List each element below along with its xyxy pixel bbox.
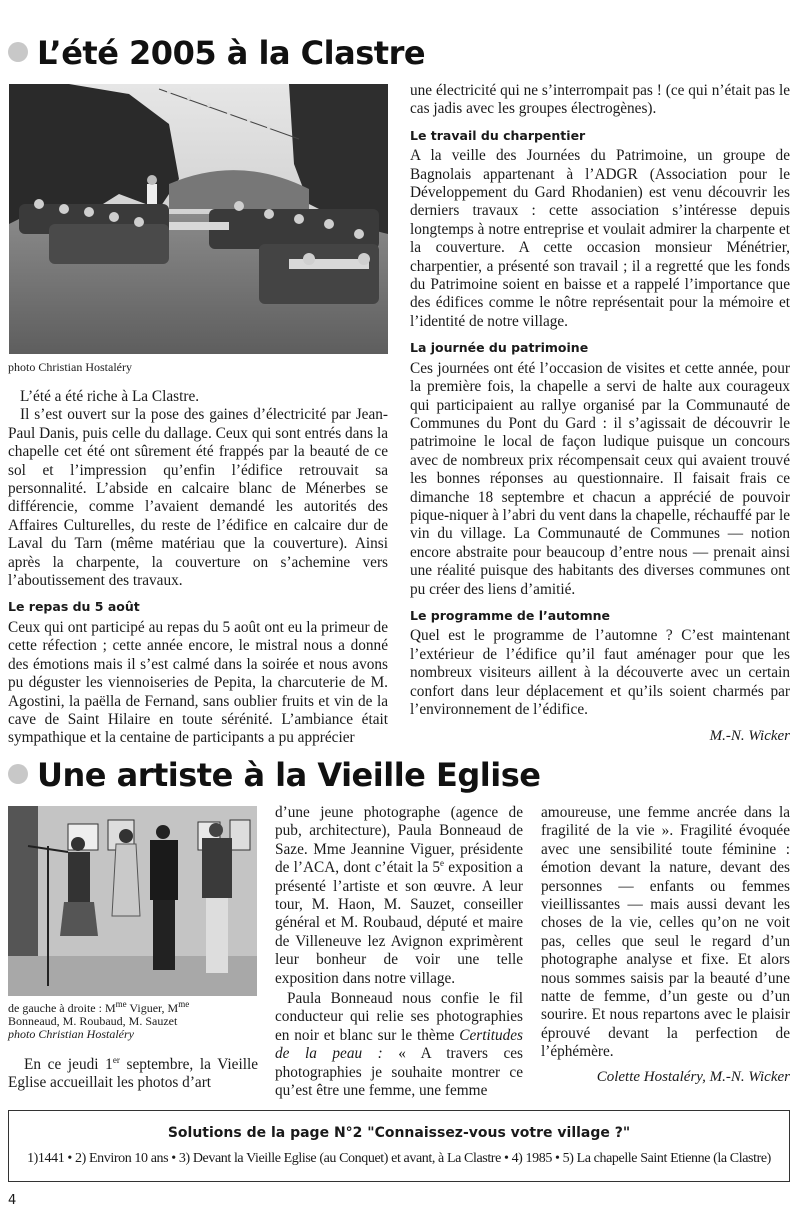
caption-text-2: Viguer, M	[126, 1001, 179, 1015]
col2-p2-b: « A travers ces photographies je souhaite montrer ce qu’est être une femme, une femme	[275, 1045, 523, 1100]
article2-title: Une artiste à la Vieille Eglise	[37, 756, 541, 794]
article2-signature: Colette Hostaléry, M.-N. Wicker	[596, 1068, 790, 1085]
dinner-photo	[9, 84, 388, 354]
article1-heading	[8, 34, 425, 72]
section-patrimoine-title: La journée du patrimoine	[410, 340, 589, 356]
col1-text-a: En ce jeudi 1	[24, 1056, 113, 1073]
caption-sup-1: me	[115, 999, 127, 1009]
section-automne-text: Quel est le programme de l’automne ? C’est maintenant l’extérieur de l’édifice qu’il faut aménager pour que les nombreux visiteurs aillent à la découverte avec un certain confort dans leur déplacement et qu’ils soient charmés par l’environnement de l’édifice.	[410, 627, 790, 718]
col2-p2-a: Paula Bonneaud nous confie le fil conducteur qui relie ses photographies en noir et blanc sur le thème	[275, 990, 523, 1044]
article1-intro-p1: L’été a été riche à La Clastre.	[20, 388, 200, 405]
col1-sup: er	[112, 1054, 120, 1065]
exhibition-photo	[8, 806, 257, 996]
article1-signature: M.-N. Wicker	[709, 728, 790, 745]
solutions-text: 1)1441 • 2) Environ 10 ans • 3) Devant la Vieille Eglise (au Conquet) et avant, à La Clastre • 4) 1985 • 5) La chapelle Saint Etienne (la Clastre)	[27, 1151, 771, 1166]
col2-p2-italic: Certitudes de la peau :	[275, 1026, 523, 1063]
col2-p1-b: exposition a présenté l’artiste et son œuvre. A leur tour, M. Haon, M. Sauzet, conseiller général et M. Roubaud, député et maire de Villeneuve lez Avignon exprimèrent leur bonheur de voir une telle exposition dans notre village.	[275, 859, 523, 987]
col2-sup: e	[440, 858, 445, 869]
bullet-circle-icon	[8, 42, 28, 62]
article1-col2	[410, 82, 790, 746]
article1-title: L’été 2005 à la Clastre	[37, 34, 426, 72]
page-number: 4	[8, 1193, 17, 1208]
solutions-box	[8, 1110, 790, 1182]
caption-sup-2: me	[178, 999, 190, 1009]
article2-col3	[541, 804, 790, 1086]
section-automne-title: Le programme de l’automne	[410, 607, 611, 623]
solutions-title: Solutions de la page N°2 "Connaissez-vous votre village ?"	[167, 1125, 631, 1141]
article1-col1	[8, 388, 388, 748]
article2-caption	[8, 999, 263, 1041]
section-charpentier-text: A la veille des Journées du Patrimoine, un groupe de Bagnolais appartenant à l’ADGR (Association pour le Développement du Gard Rhodanien) est venu découvrir les derniers travaux : cette association s’intéresse depuis longtemps à notre entreprise et voulait admirer la charpente et la couverture. A cette occasion monsieur Ménétrier, charpentier, a présenté son travail ; il a regretté que les fonds du Patrimoine soient en baisse et a rappelé l’importance que des édifices comme le nôtre représentait pour la mémoire et l’identité de notre village.	[410, 147, 790, 330]
section-charpentier-title: Le travail du charpentier	[410, 127, 586, 143]
section-repas-title: Le repas du 5 août	[8, 599, 140, 615]
article2-col1	[8, 1056, 258, 1093]
article2-col3-text: amoureuse, une femme ancrée dans la fragilité de la vie ». Fragilité évoquée avec une sensibilité toute féminine : émotion devant la nature, devant des personnes — enfants ou femmes vieillissantes — mais aussi devant les choses de la vie, celles qu’on ne voit pas, celles que seul le regard d’un photographe analyse et fixe. Et alors nous sommes saisis par la beauté d’une natte de femme, d’un geste ou d’un sourire. Et nous repartons avec le plaisir éprouvé devant la perfection de l’éphémère.	[541, 804, 790, 1061]
caption-text-3: Bonneaud, M. Roubaud, M. Sauzet	[8, 1014, 178, 1028]
article2-col2-p1	[275, 804, 523, 988]
section-repas-text: Ceux qui ont participé au repas du 5 août ont eu la primeur de cette réfection ; cette année encore, le mistral nous a donné des émotions mais il s’est calmé dans la soirée et nous avons pu déguster les viennoiseries de Pepita, la charcuterie de M. Agostini, la paëlla de Fernand, sans oublier fruits et vin de la cave de Saint Hilaire en toute sérénité. L’ambiance était sympathique et la centaine de participants a pu apprécier	[8, 618, 388, 747]
article2-col1-text	[8, 1056, 258, 1093]
dinner-photo-image	[9, 84, 388, 354]
article2-photo-credit: photo Christian Hostaléry	[8, 1027, 135, 1041]
col2-p1-a: d’une jeune photographe (agence de pub, architecture), Paula Bonneaud de Saze. Mme Jeannine Viguer, présidente de l’ACA, dont c’était la 5	[275, 804, 523, 877]
bullet-circle-icon	[8, 764, 28, 784]
article1-intro-p2: Il s’est ouvert sur la pose des gaines d’électricité par Jean-Paul Danis, puis celle du dallage. Ceux qui sont entrés dans la chapelle cet été ont sûrement été frappés par la beauté de ce sol et l’impression qu’enfin l’édifice retrouvait sa personnalité. L’abside en calcaire blanc de Ménerbes se différencie, comme l’avaient demandé les autorités des Affaires Culturelles, du reste de l’édifice en calcaire dur de Laval du Tarn (même matériau que la couverture). Ainsi après la charpente, la couverture on s’achemine vers l’aboutissement des travaux.	[8, 406, 388, 590]
exhibition-photo-image	[8, 806, 257, 996]
caption-text-1: de gauche à droite : M	[8, 1001, 116, 1015]
article2-heading	[8, 756, 540, 794]
section-patrimoine-text: Ces journées ont été l’occasion de visites et cette année, pour la première fois, la chapelle a servi de halte aux courageux qui participaient au rallye organisé par la Communauté de Communes du Pont du Gard : il s’agissait de découvrir le patrimoine le local de façon ludique puisque un concours avec de nombreux prix récompensait ceux qui avaient trouvé les bonnes réponses au questionnaire. Il faisait frais ce dimanche 18 septembre et chacun a apprécié de pouvoir pique-niquer à l’abri du vent dans la chapelle, réchauffé par le vin du village. La Communauté de Communes — notion encore abstraite pour beaucoup d’entre nous — prenait ainsi une réalité puisque des habitants des diverses communes ont pu créer des liens d’amitié.	[410, 359, 790, 598]
col1-text-b: septembre, la Vieille Eglise accueillait les photos d’art	[8, 1056, 258, 1092]
article2-col2-p2	[275, 990, 523, 1100]
section-repas-continued: une électricité qui ne s’interrompait pas ! (ce qui n’était pas le cas jadis avec les groupes électrogènes).	[410, 82, 790, 118]
article1-photo-credit: photo Christian Hostaléry	[8, 360, 132, 374]
article2-col2	[275, 804, 523, 1101]
